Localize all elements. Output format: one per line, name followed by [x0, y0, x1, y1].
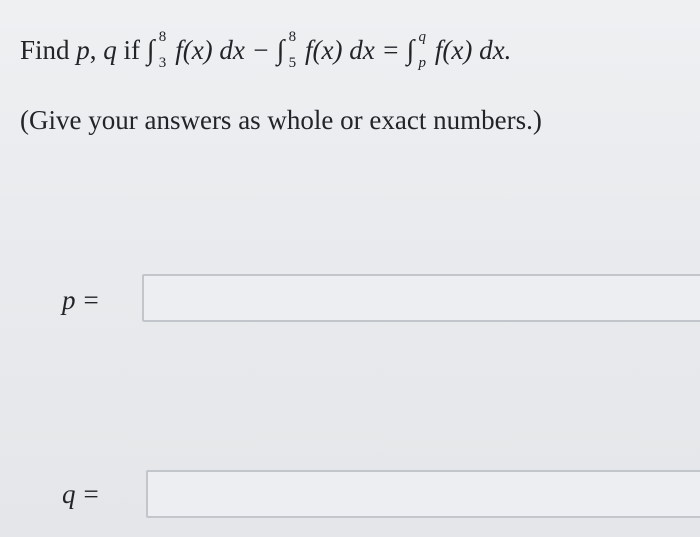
- integrand-3: f(x) dx.: [434, 35, 512, 65]
- answer-row-q: [0, 468, 700, 520]
- answer-label-q-equals: =: [83, 479, 99, 509]
- answer-label-p: [62, 282, 99, 318]
- comma: ,: [89, 35, 97, 65]
- answer-label-q-var: q: [62, 479, 76, 509]
- integral-1-lower: 3: [158, 55, 167, 71]
- integral-3-upper: q: [418, 29, 426, 45]
- find-text: Find: [20, 35, 70, 65]
- var-q: q: [103, 35, 117, 65]
- integral-2-lower: 5: [288, 55, 297, 71]
- answer-label-p-var: p: [62, 285, 76, 315]
- answer-label-p-equals: =: [83, 285, 99, 315]
- var-p: p: [76, 35, 90, 65]
- integral-2-upper: 8: [288, 29, 297, 45]
- integral-3-lower: p: [418, 55, 426, 71]
- integral-sign-3: ∫ q p: [406, 31, 414, 71]
- answer-label-q: [62, 476, 99, 512]
- integral-1-upper: 8: [158, 29, 167, 45]
- answer-row-p: [0, 274, 700, 326]
- instruction-text: (Give your answers as whole or exact numbers.): [20, 105, 542, 135]
- integrand-1: f(x) dx −: [175, 35, 270, 65]
- integral-sign-2: ∫ 8 5: [277, 31, 285, 71]
- integrand-2: f(x) dx =: [305, 35, 400, 65]
- if-text: if: [123, 35, 141, 65]
- answer-input-q[interactable]: [146, 470, 700, 518]
- integral-sign-1: ∫ 8 3: [147, 31, 155, 71]
- answer-input-p[interactable]: [142, 274, 700, 322]
- question-prompt: [20, 30, 511, 71]
